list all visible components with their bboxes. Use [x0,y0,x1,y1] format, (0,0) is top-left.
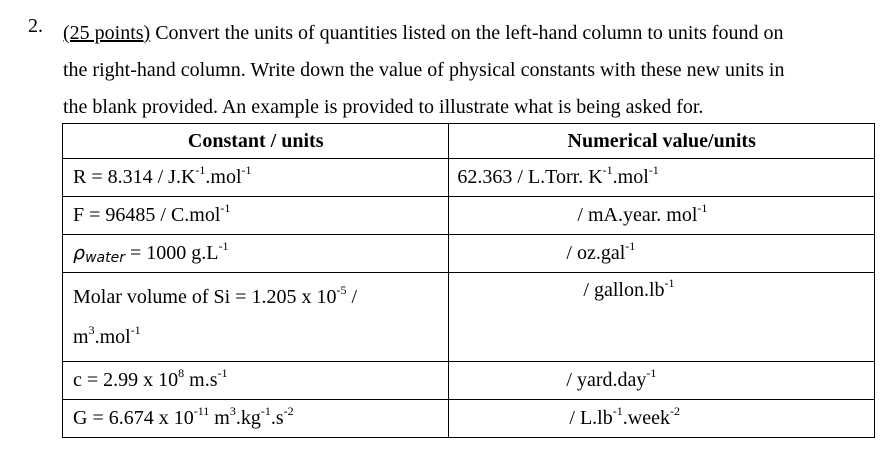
row-gravitational-constant: G = 6.674 x $10^{-11}$ $m^3.kg^{-1}.s^{-2}$ [63,400,449,438]
question-line-3: the blank provided. An example is provided to illustrate what is being asked for. [63,96,704,118]
row-speed-of-light-answer[interactable]: / yard.day$^{-1}$ [449,362,875,400]
row-gravitational-answer[interactable]: / $L.lb^{-1}.week^{-2}$ [449,400,875,438]
header-numerical-value-units: Numerical value/units [449,124,875,159]
question-number: 2. [28,15,43,37]
question-line-1: (25 points) Convert the units of quantities listed on the left-hand column to units found on [63,22,784,44]
row-faraday-answer[interactable]: / mA.year. mol$^{-1}$ [449,197,875,235]
header-constant-units: Constant / units [63,124,449,159]
table-row [63,400,875,438]
row-gas-constant: $R = 8.314 / J.K^{-1}.mol^{-1}$ [63,159,449,197]
table-row [63,273,875,362]
table-row [63,197,875,235]
row-water-density: $\rho_{water} = 1000$ $g.L^{-1}$ [63,235,449,273]
row-molar-volume-answer[interactable]: / $gallon.lb^{-1}$ [449,273,875,362]
points-label: (25 points) [63,22,151,44]
table-row [63,159,875,197]
question-line-2: the right-hand column. Write down the value of physical constants with these new units in [63,59,785,81]
table-row [63,362,875,400]
row-gas-constant-answer[interactable]: 62.363 / L.Torr. $K^{-1}.mol^{-1}$ [449,159,875,197]
row-molar-volume-si: Molar volume of Si = 1.205 x $10^{-5}$ / $m^3.mol^{-1}$ [63,273,449,362]
row-water-density-answer[interactable]: / oz.gal$^{-1}$ [449,235,875,273]
question-paragraph [63,15,873,126]
row-faraday-constant: F = 96485 / C.mol$^{-1}$ [63,197,449,235]
table-row [63,235,875,273]
conversion-table [62,123,875,438]
row-speed-of-light: c = 2.99 x $10^8$ $m.s^{-1}$ [63,362,449,400]
